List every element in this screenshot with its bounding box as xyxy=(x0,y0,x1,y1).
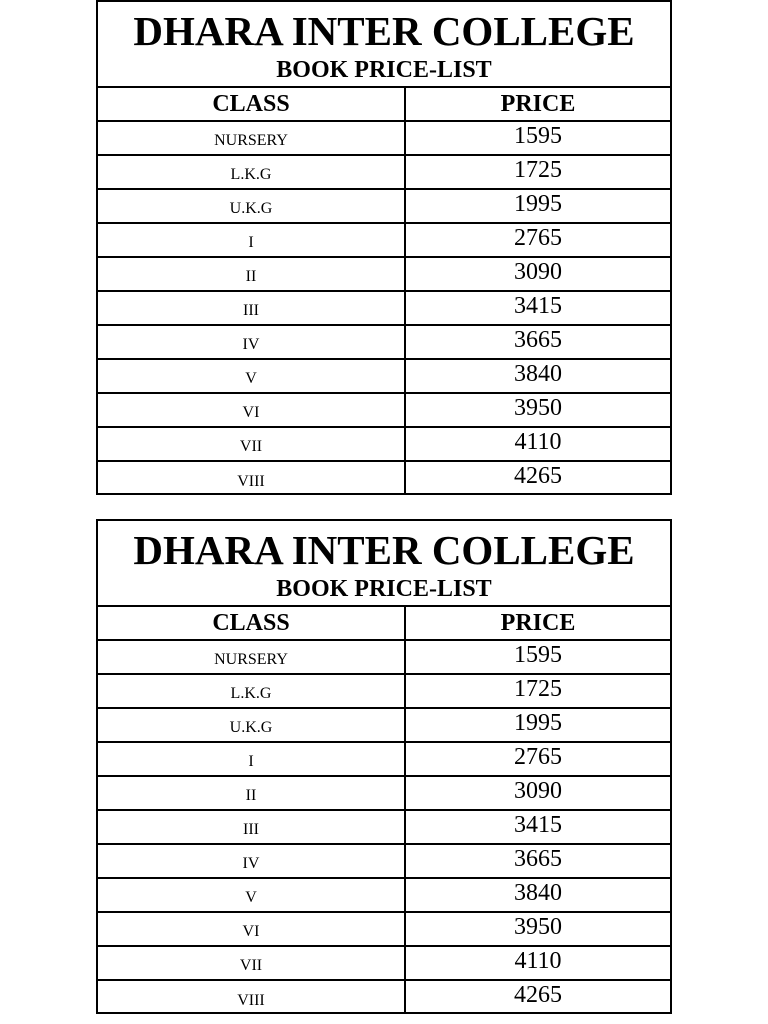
header-row xyxy=(98,607,670,641)
class-cell: VII xyxy=(98,947,406,979)
price-cell: 2765 xyxy=(514,224,562,251)
table-row xyxy=(98,326,670,360)
price-list-top xyxy=(96,0,672,495)
class-header: CLASS xyxy=(98,607,406,639)
table-row xyxy=(98,811,670,845)
price-list-subtitle: BOOK PRICE-LIST xyxy=(276,576,492,602)
table-row xyxy=(98,981,670,1014)
table-row xyxy=(98,122,670,156)
class-cell: I xyxy=(98,743,406,775)
price-cell: 3090 xyxy=(514,258,562,285)
price-rows xyxy=(98,122,670,495)
price-cell: 1595 xyxy=(514,641,562,668)
table-row xyxy=(98,743,670,777)
table-row xyxy=(98,675,670,709)
title-block xyxy=(98,2,670,88)
class-cell: VIII xyxy=(98,462,406,495)
college-name: DHARA INTER COLLEGE xyxy=(133,8,635,54)
table-row xyxy=(98,394,670,428)
price-cell: 1995 xyxy=(514,709,562,736)
table-row xyxy=(98,709,670,743)
price-cell: 3840 xyxy=(514,879,562,906)
price-list-bottom xyxy=(96,519,672,1014)
price-list-subtitle: BOOK PRICE-LIST xyxy=(276,57,492,83)
price-cell: 3415 xyxy=(514,292,562,319)
price-cell: 4110 xyxy=(514,428,562,455)
price-cell: 1725 xyxy=(514,156,562,183)
class-cell: IV xyxy=(98,845,406,877)
class-cell: III xyxy=(98,292,406,324)
college-name: DHARA INTER COLLEGE xyxy=(133,527,635,573)
class-cell: VI xyxy=(98,394,406,426)
class-cell: V xyxy=(98,360,406,392)
table-row xyxy=(98,641,670,675)
table-row xyxy=(98,777,670,811)
class-cell: II xyxy=(98,777,406,809)
price-cell: 3950 xyxy=(514,913,562,940)
class-cell: NURSERY xyxy=(98,641,406,673)
table-row xyxy=(98,156,670,190)
class-cell: NURSERY xyxy=(98,122,406,154)
table-row xyxy=(98,360,670,394)
table-row xyxy=(98,190,670,224)
price-cell: 1595 xyxy=(514,122,562,149)
class-cell: L.K.G xyxy=(98,675,406,707)
price-header: PRICE xyxy=(500,90,576,117)
price-cell: 3415 xyxy=(514,811,562,838)
table-row xyxy=(98,428,670,462)
table-row xyxy=(98,224,670,258)
table-row xyxy=(98,292,670,326)
table-row xyxy=(98,462,670,495)
price-cell: 1995 xyxy=(514,190,562,217)
class-cell: VIII xyxy=(98,981,406,1014)
class-cell: L.K.G xyxy=(98,156,406,188)
price-cell: 3665 xyxy=(514,845,562,872)
class-header: CLASS xyxy=(98,88,406,120)
class-cell: V xyxy=(98,879,406,911)
table-row xyxy=(98,913,670,947)
table-row xyxy=(98,879,670,913)
price-cell: 4110 xyxy=(514,947,562,974)
title-block xyxy=(98,521,670,607)
price-cell: 4265 xyxy=(514,463,562,489)
table-row xyxy=(98,845,670,879)
price-cell: 3090 xyxy=(514,777,562,804)
class-cell: U.K.G xyxy=(98,190,406,222)
price-cell: 4265 xyxy=(514,982,562,1008)
price-cell: 1725 xyxy=(514,675,562,702)
price-cell: 2765 xyxy=(514,743,562,770)
class-cell: U.K.G xyxy=(98,709,406,741)
price-rows xyxy=(98,641,670,1014)
class-cell: III xyxy=(98,811,406,843)
table-row xyxy=(98,947,670,981)
header-row xyxy=(98,88,670,122)
price-cell: 3950 xyxy=(514,394,562,421)
price-cell: 3840 xyxy=(514,360,562,387)
class-cell: VI xyxy=(98,913,406,945)
table-row xyxy=(98,258,670,292)
price-header: PRICE xyxy=(500,609,576,636)
class-cell: VII xyxy=(98,428,406,460)
class-cell: IV xyxy=(98,326,406,358)
class-cell: II xyxy=(98,258,406,290)
class-cell: I xyxy=(98,224,406,256)
price-cell: 3665 xyxy=(514,326,562,353)
